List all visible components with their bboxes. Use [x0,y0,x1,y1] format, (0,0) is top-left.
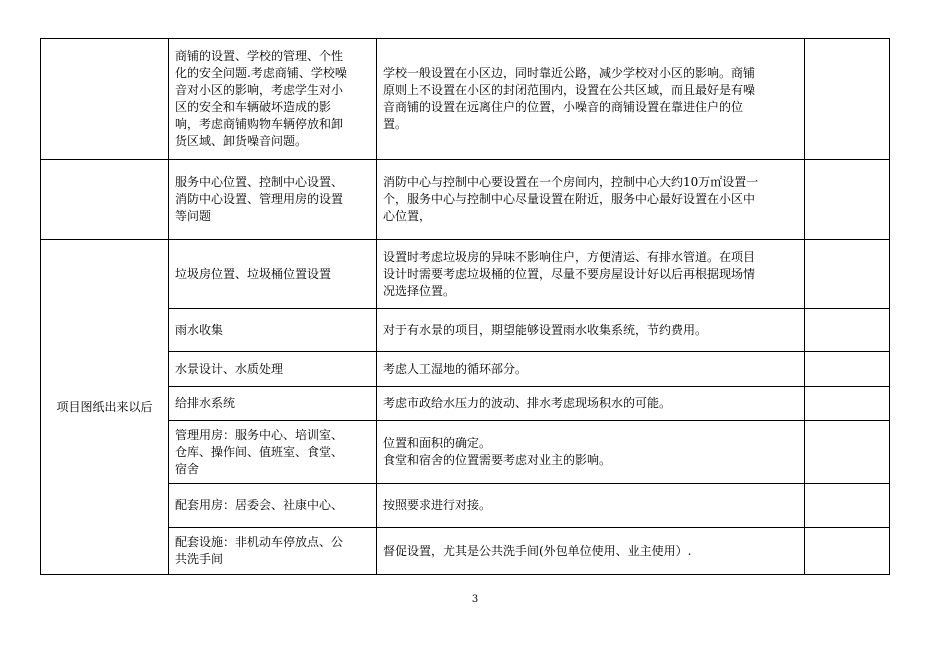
detail-cell [377,39,805,160]
table-row [41,352,890,387]
detail-cell [377,352,805,387]
topic-text: 配套用房：居委会、社康中心、 [175,498,344,512]
topic-text: 雨水收集 [175,322,224,337]
detail-cell [377,309,805,352]
detail-text: 设置时考虑垃圾房的异味不影响住户，方便清运、有排水管道。在项目 设计时需要考虑垃圾桶的位置，尽量不要房屋设计好以后再根据现场情 况选择位置。 [383,249,756,298]
phase-cell: 项目图纸出来以后 [41,240,169,575]
note-cell [805,528,890,575]
table-row [41,39,890,160]
note-cell [805,484,890,528]
page-number: 3 [471,594,479,605]
topic-cell [169,528,377,575]
topic-text: 给排水系统 [175,396,236,410]
topic-cell [169,39,377,160]
note-cell [805,352,890,387]
table-row [41,528,890,575]
topic-text: 水景设计、水质处理 [175,361,284,376]
note-cell [805,240,890,309]
topic-cell [169,309,377,352]
detail-text: 对于有水景的项目，期望能够设置雨水收集系统，节约费用。 [383,322,708,337]
detail-text: 考虑人工湿地的循环部分。 [383,361,528,376]
detail-cell [377,421,805,484]
table-row [41,421,890,484]
topic-text: 配套设施：非机动车停放点、公 共洗手间 [175,535,344,566]
note-cell [805,421,890,484]
detail-cell [377,387,805,421]
requirements-table [40,38,890,575]
detail-text: 督促设置，尤其是公共洗手间(外包单位使用、业主使用）. [383,543,692,558]
topic-cell [169,160,377,240]
detail-cell [377,528,805,575]
topic-text: 管理用房：服务中心、培训室、 仓库、操作间、值班室、食堂、 宿舍 [175,427,344,476]
topic-cell [169,240,377,309]
note-cell [805,309,890,352]
topic-text: 垃圾房位置、垃圾桶位置设置 [175,266,332,281]
table-row [41,387,890,421]
phase-cell-empty [41,39,169,160]
detail-cell [377,160,805,240]
detail-text: 考虑市政给水压力的波动、排水考虑现场积水的可能。 [383,396,672,410]
detail-text: 学校一般设置在小区边，同时靠近公路，减少学校对小区的影响。商铺 原则上不设置在小区的封闭范围内，设置在公共区域，而且最好是有噪 音商铺的设置在远离住户的位置，小噪音的商铺设置在靠进住户的位 置。 [383,66,756,131]
note-cell [805,387,890,421]
topic-text: 商铺的设置、学校的管理、个性 化的安全问题.考虑商铺、学校噪 音对小区的影响，考虑学生对小 区的安全和车辆破坏造成的影 响，考虑商铺购物车辆停放和卸 货区域、卸货噪音问题。 [175,49,347,148]
detail-text: 按照要求进行对接。 [383,498,492,512]
detail-text: 消防中心与控制中心要设置在一个房间内，控制中心大约10万㎡设置一 个，服务中心与控制中心尽量设置在附近，服务中心最好设置在小区中 心位置， [383,175,759,223]
topic-cell [169,387,377,421]
topic-text: 服务中心位置、控制中心设置、 消防中心设置、管理用房的设置 等问题 [175,175,344,223]
note-cell [805,160,890,240]
table-row [41,240,890,309]
topic-cell [169,484,377,528]
detail-cell [377,484,805,528]
table-row [41,484,890,528]
phase-cell-empty [41,160,169,240]
note-cell [805,39,890,160]
table-row [41,309,890,352]
topic-cell [169,352,377,387]
detail-text: 位置和面积的确定。 食堂和宿舍的位置需要考虑对业主的影响。 [383,436,612,467]
detail-cell [377,240,805,309]
table-row [41,160,890,240]
topic-cell [169,421,377,484]
